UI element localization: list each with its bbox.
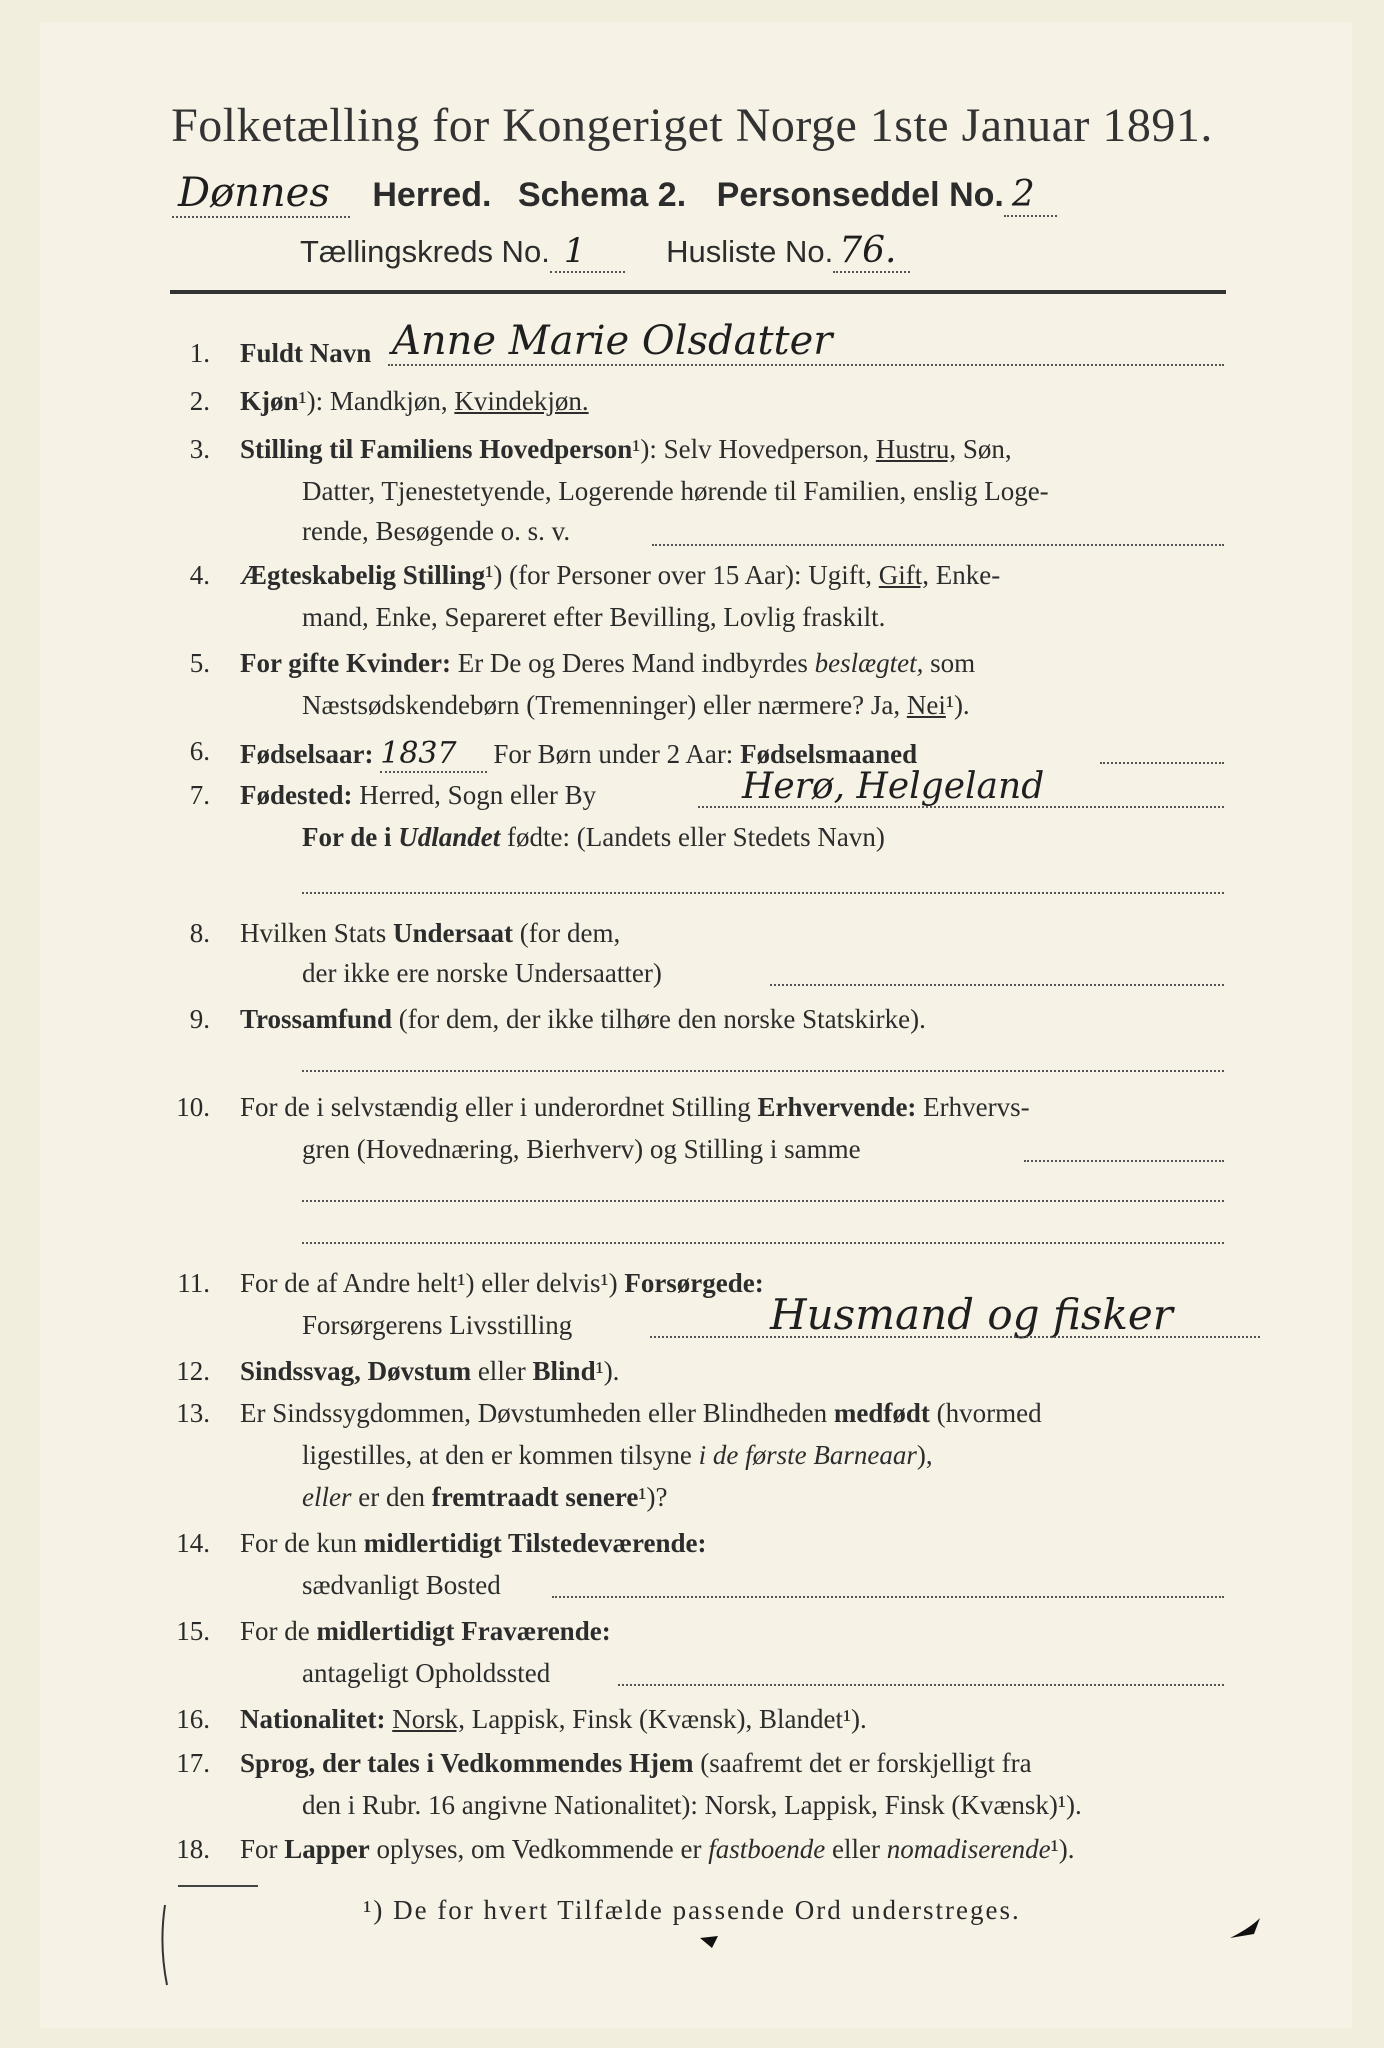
item-15-line2: antageligt Opholdssted: [302, 1658, 551, 1688]
birth-year-value: 1837: [380, 736, 486, 773]
item-6-text: Fødselsaar: 1837 For Børn under 2 Aar: Fødselsmaaned: [240, 736, 918, 771]
herred-label: Herred.: [372, 176, 492, 214]
item-14-text: For de kun midlertidigt Tilstedeværende:: [240, 1528, 707, 1558]
item-number: 18.: [176, 1834, 210, 1864]
item-3-line3: rende, Besøgende o. s. v.: [302, 516, 571, 546]
item-number: 8.: [189, 918, 210, 948]
item-13-text: Er Sindssygdommen, Døvstumheden eller Blindheden medfødt (hvormed: [240, 1398, 1042, 1428]
item-number: 3.: [189, 434, 210, 464]
item-16-text: Nationalitet: Norsk, Lappisk, Finsk (Kvænsk), Blandet¹).: [240, 1704, 867, 1734]
item-10-text: For de i selvstændig eller i underordnet Stilling Erhvervende: Erhvervs-: [240, 1092, 1030, 1122]
item-number: 2.: [189, 386, 210, 416]
item-number: 17.: [176, 1748, 210, 1778]
kreds-label: Tællingskreds No.: [300, 234, 550, 269]
schema-label: Schema 2.: [517, 176, 687, 214]
item-8-text: Hvilken Stats Undersaat (for dem,: [240, 918, 621, 948]
item-number: 15.: [176, 1616, 210, 1646]
personseddel-label: Personseddel No.: [716, 176, 1004, 214]
item-number: 12.: [176, 1356, 210, 1386]
item-15-text: For de midlertidigt Fraværende:: [240, 1616, 611, 1646]
item-number: 1.: [189, 338, 210, 368]
item-1-label: Fuldt Navn: [240, 338, 372, 368]
ink-mark: [1230, 1918, 1260, 1938]
item-3-line2: Datter, Tjenestetyende, Logerende hørende til Familien, enslig Loge-: [302, 476, 1049, 506]
item-number: 10.: [176, 1092, 210, 1122]
provider-occupation-value: Husmand og fisker: [770, 1290, 1173, 1339]
item-9-text: Trossamfund (for dem, der ikke tilhøre den norske Statskirke).: [240, 1004, 926, 1034]
personseddel-number: 2: [1004, 174, 1057, 217]
ink-mark: [700, 1936, 718, 1948]
item-2-text: Kjøn¹): Mandkjøn, Kvindekjøn.: [240, 386, 589, 416]
footnote: ¹) De for hvert Tilfælde passende Ord understreges.: [363, 1895, 1021, 1925]
item-number: 11.: [177, 1268, 210, 1298]
item-17-text: Sprog, der tales i Vedkommendes Hjem (saafremt det er forskjelligt fra: [240, 1748, 1032, 1778]
item-3-text: Stilling til Familiens Hovedperson¹): Selv Hovedperson, Hustru, Søn,: [240, 434, 1012, 464]
item-13-line2: ligestilles, at den er kommen tilsyne i de første Barneaar),: [302, 1440, 933, 1470]
item-10-line2: gren (Hovednæring, Bierhverv) og Stilling i samme: [302, 1134, 861, 1164]
item-5-text: For gifte Kvinder: Er De og Deres Mand indbyrdes beslægtet, som: [240, 648, 976, 678]
item-4-text: Ægteskabelig Stilling¹) (for Personer over 15 Aar): Ugift, Gift, Enke-: [240, 560, 1001, 590]
item-14-line2: sædvanligt Bosted: [302, 1570, 501, 1600]
husliste-label: Husliste No.: [666, 234, 834, 269]
item-12-text: Sindssvag, Døvstum eller Blind¹).: [240, 1356, 620, 1386]
item-number: 14.: [176, 1528, 210, 1558]
item-11-line2: Forsørgerens Livsstilling: [302, 1310, 573, 1340]
herred-name: Dønnes: [172, 170, 350, 218]
item-number: 4.: [189, 560, 210, 590]
item-4-line2: mand, Enke, Separeret efter Bevilling, Lovlig fraskilt.: [302, 602, 886, 632]
item-number: 9.: [189, 1004, 210, 1034]
item-number: 13.: [176, 1398, 210, 1428]
husliste-number: 76.: [833, 230, 910, 273]
item-number: 5.: [189, 648, 210, 678]
full-name-value: Anne Marie Olsdatter: [392, 318, 833, 364]
form-title: Folketælling for Kongeriget Norge 1ste Januar 1891.: [171, 99, 1213, 152]
item-13-line3: eller er den fremtraadt senere¹)?: [302, 1482, 668, 1512]
item-number: 16.: [176, 1704, 210, 1734]
ink-mark: [162, 1905, 167, 1985]
item-7-line2: For de i Udlandet fødte: (Landets eller Stedets Navn): [302, 822, 885, 852]
item-5-line2: Næstsødskendebørn (Tremenninger) eller nærmere? Ja, Nei¹).: [302, 690, 970, 720]
item-11-text: For de af Andre helt¹) eller delvis¹) Forsørgede:: [240, 1268, 764, 1298]
item-18-text: For Lapper oplyses, om Vedkommende er fastboende eller nomadiserende¹).: [240, 1834, 1075, 1864]
item-7-text: Fødested: Herred, Sogn eller By: [240, 780, 597, 810]
item-8-line2: der ikke ere norske Undersaatter): [302, 958, 662, 988]
item-number: 6.: [189, 736, 210, 766]
kreds-number: 1: [550, 231, 626, 273]
item-17-line2: den i Rubr. 16 angivne Nationalitet): Norsk, Lappisk, Finsk (Kvænsk)¹).: [302, 1790, 1082, 1820]
item-number: 7.: [189, 780, 210, 810]
birthplace-value: Herø, Helgeland: [742, 766, 1045, 807]
